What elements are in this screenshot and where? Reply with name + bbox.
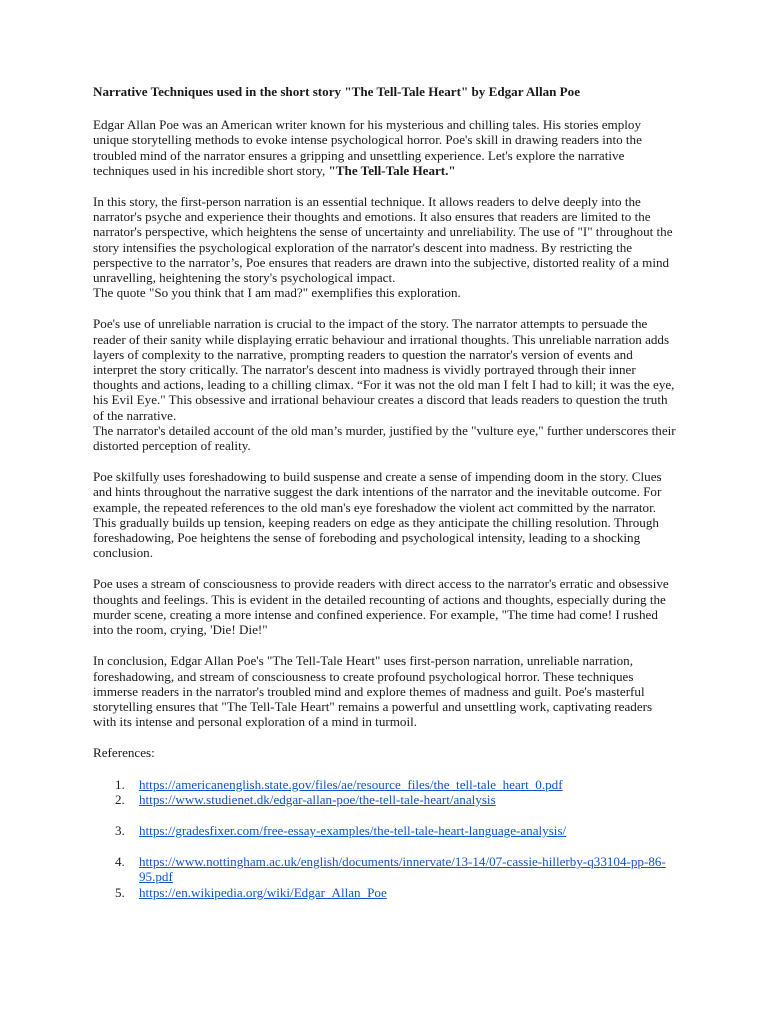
- reference-number: 4.: [115, 854, 125, 870]
- document-page: [93, 84, 678, 900]
- stream-of-consciousness-paragraph: Poe uses a stream of consciousness to provide readers with direct access to the narrator's erratic and obsessive thoughts and feelings. This is evident in the detailed recounting of actions and thoughts, especially during the murder scene, creating a more intense and confined experience. For example, "The time had come! I rushed into the room, crying, 'Die! Die!": [93, 576, 669, 638]
- intro-text: Edgar Allan Poe was an American writer known for his mysterious and chilling tales. His stories employ unique storytelling methods to evoke intense psychological horror. Poe's skill in drawing readers into the troubled mind of the narrator ensures a gripping and unsettling experience. Let's explore the narrative techniques used in his incredible short story,: [93, 117, 642, 178]
- reference-link[interactable]: https://gradesfixer.com/free-essay-examples/the-tell-tale-heart-language-analysis/: [139, 822, 567, 838]
- reference-link[interactable]: https://en.wikipedia.org/wiki/Edgar_Allan_Poe: [139, 884, 387, 900]
- reference-item: [93, 885, 678, 900]
- reference-number: 5.: [115, 884, 125, 900]
- reference-item: [93, 792, 678, 807]
- reference-item: [93, 777, 678, 792]
- references-list: [93, 777, 678, 900]
- reference-link[interactable]: https://www.studienet.dk/edgar-allan-poe/the-tell-tale-heart/analysis: [139, 791, 496, 807]
- list-spacer: [93, 807, 678, 823]
- references-label: References:: [93, 745, 155, 761]
- reference-link[interactable]: https://www.nottingham.ac.uk/english/documents/innervate/13-14/07-cassie-hillerby-q33104-pp-86-95.pdf: [139, 854, 666, 885]
- list-spacer: [93, 838, 678, 854]
- foreshadowing-paragraph: Poe skilfully uses foreshadowing to build suspense and create a sense of impending doom in the story. Clues and hints throughout the narrative suggest the dark intentions of the narrator and the inevitable outcome. For example, the repeated references to the old man's eye foreshadow the violent act committed by the narrator. This gradually builds up tension, keeping readers on edge as they anticipate the chilling resolution. Through foreshadowing, Poe heightens the sense of foreboding and psychological intensity, leading to a shocking conclusion.: [93, 469, 662, 561]
- intro-paragraph: [93, 117, 678, 178]
- first-person-paragraph: [93, 194, 678, 300]
- first-person-quote-line: The quote "So you think that I am mad?" exemplifies this exploration.: [93, 285, 461, 301]
- conclusion-paragraph: In conclusion, Edgar Allan Poe's "The Tell-Tale Heart" uses first-person narration, unreliable narration, foreshadowing, and stream of consciousness to create profound psychological horror. These techniques immerse readers in the narrator's troubled mind and explore themes of madness and guilt. Poe's masterful storytelling ensures that "The Tell-Tale Heart" remains a powerful and unsettling work, captivating readers with its intense and personal exploration of a mind in turmoil.: [93, 653, 653, 730]
- reference-number: 3.: [115, 822, 125, 838]
- unreliable-second-line: The narrator's detailed account of the old man’s murder, justified by the "vulture eye," further underscores their distorted perception of reality.: [93, 422, 676, 454]
- reference-number: 1.: [115, 776, 125, 792]
- document-title: Narrative Techniques used in the short story "The Tell-Tale Heart" by Edgar Allan Poe: [93, 84, 581, 99]
- reference-item: [93, 823, 678, 838]
- unreliable-text: Poe's use of unreliable narration is crucial to the impact of the story. The narrator attempts to persuade the reader of their sanity while displaying erratic behaviour and irrational thoughts. This unreliable narration adds layers of complexity to the narrative, prompting readers to question the narrator's version of events and interpret the story critically. The narrator's descent into madness is vividly portrayed through their inner thoughts and actions, leading to a chilling climax. “For it was not the old man I felt I had to kill; it was the eye, his Evil Eye." This obsessive and irrational behaviour creates a discord that leads readers to question the truth of the narrative.: [93, 316, 675, 423]
- reference-item: [93, 854, 678, 884]
- unreliable-narration-paragraph: [93, 316, 678, 453]
- intro-story-title: "The Tell-Tale Heart.": [328, 162, 456, 178]
- reference-number: 2.: [115, 791, 125, 807]
- reference-link[interactable]: https://americanenglish.state.gov/files/ae/resource_files/the_tell-tale_heart_0.pdf: [139, 776, 563, 792]
- first-person-text: In this story, the first-person narration is an essential technique. It allows readers to delve deeply into the narrator's psyche and experience their thoughts and emotions. It also ensures that readers are limited to the narrator's perspective, which heightens the sense of uncertainty and unreliability. The use of "I" throughout the story intensifies the psychological exploration of the narrator's descent into madness. By restricting the perspective to the narrator’s, Poe ensures that readers are drawn into the subjective, distorted reality of a mind unravelling, heightening the story's psychological impact.: [93, 194, 673, 286]
